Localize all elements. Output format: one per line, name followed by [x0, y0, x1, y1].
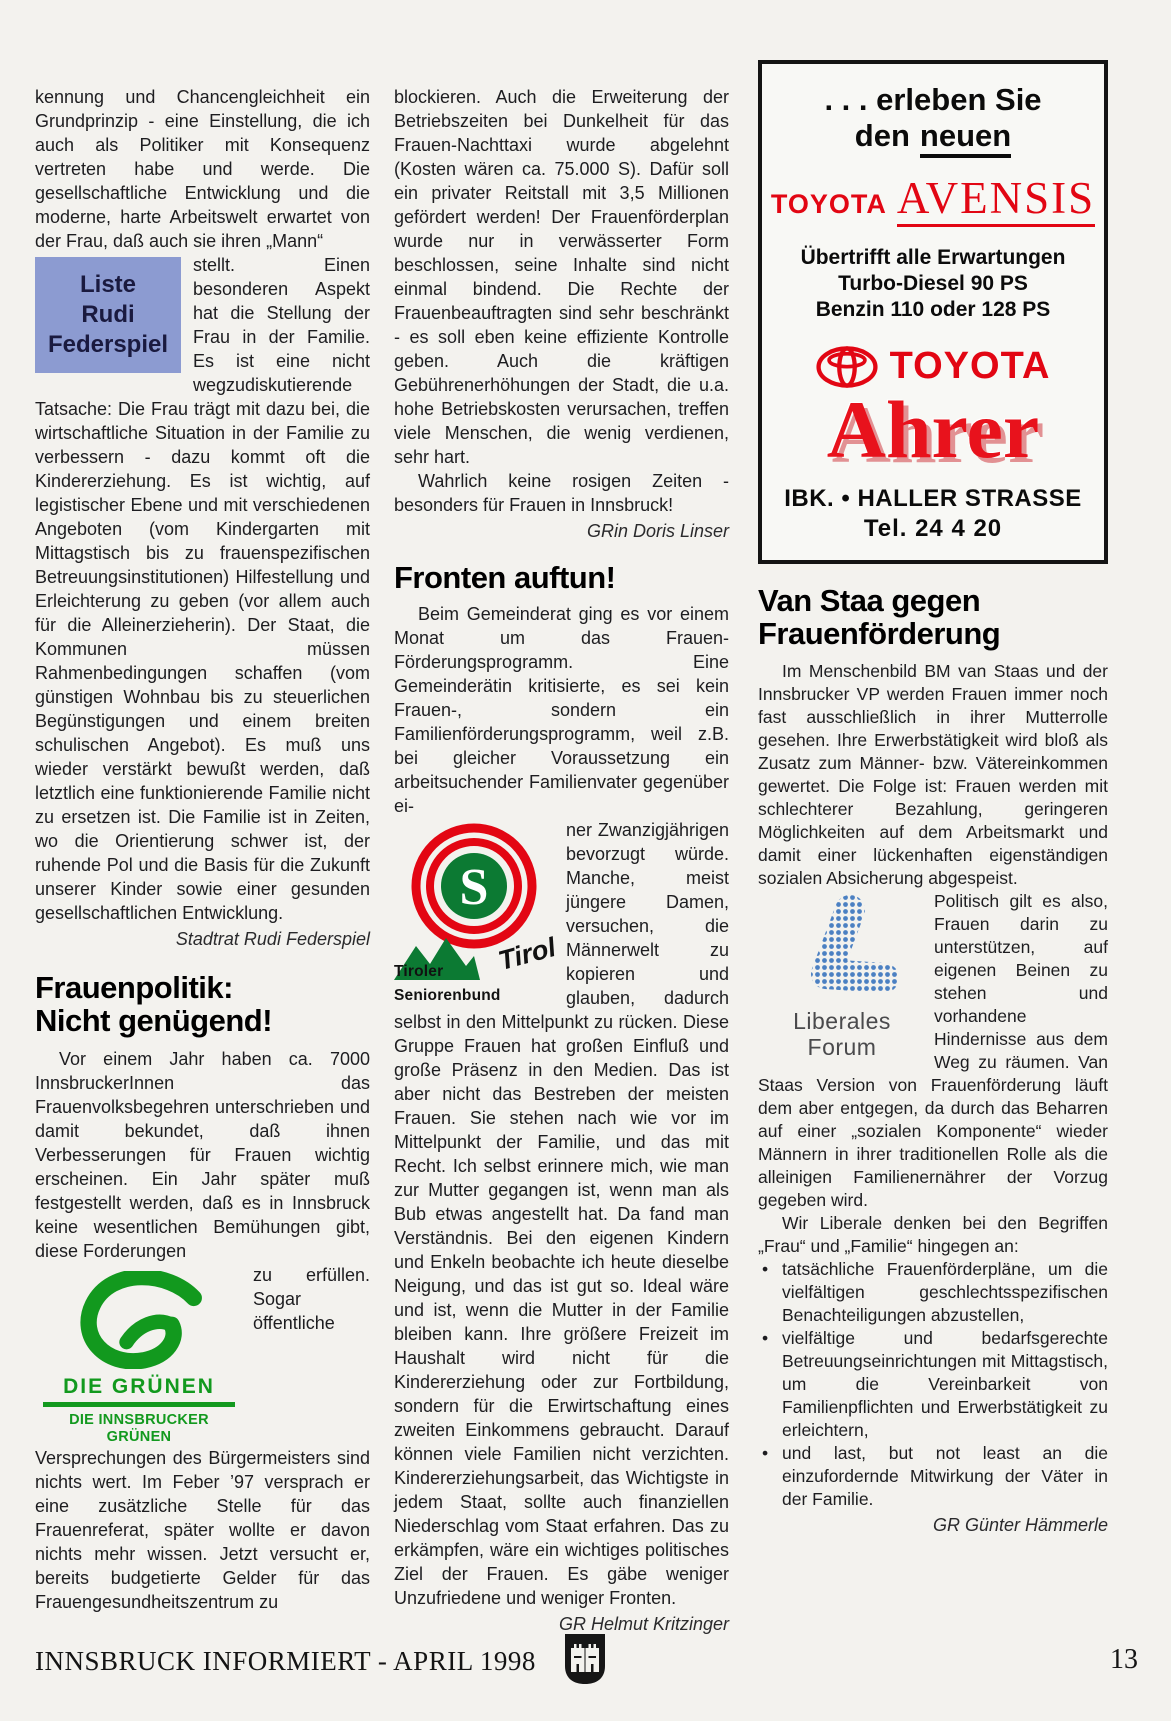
bullet-dot: •: [762, 1259, 769, 1279]
bullet-dot: •: [762, 1443, 769, 1463]
ad-claims: Übertrifft alle Erwartungen Turbo-Diesel 90 PS Benzin 110 oder 128 PS: [800, 246, 1066, 321]
ad-logo-row: [770, 345, 1096, 388]
bullet-dot: •: [762, 1328, 769, 1348]
col2-paragraph-4: ner Zwanzigjährigen bevorzugt würde. Manche, meist jüngere Damen, versuchen, die Männerwelt zu kopieren und glauben, dadurch selbst in den Mittelpunkt zu rücken. Diese Gruppe Frauen hat großen Einfluß und große Präsenz in den Medien. Das ist aber nicht das Bestreben der meisten Frauen. Sie stehen nach wie vor im Mittelpunkt der Familie, und das mit Recht. Ich selbst erinnere mich, wie man zur Mutter gegangen ist, wenn man als Bub etwas angestellt hat. Da fand man Verständnis. Bei den eigenen Kindern und Enkeln beobachte ich heute dieselbe Neigung, und das ist gut so. Ideal wäre und ist, wenn die Mutter in der Familie bleiben kann. Ihre größere Freizeit im Haushalt wird nicht für die Kindererziehung oder zur Fortbildung, sondern für die Erwirtschaftung eines zweiten Einkommens gebraucht. Darauf können viele Familien nicht verzichten. Kindererziehungsarbeit, das Wichtigste in jedem Staat, sollte auch finanziellen Niederschlag vom Staat erfahren. Das zu erkämpfen, wäre ein wichtiges politisches Ziel der Frauen. Es gäbe weniger Unzufriedene und weniger Fronten.: [394, 820, 729, 1608]
col2-paragraph-2: Wahrlich keine rosigen Zeiten - besonders für Frauen in Innsbruck!: [394, 471, 729, 515]
liberales-forum-caption: Liberales Forum: [793, 1008, 891, 1060]
svg-text:S: S: [459, 859, 489, 916]
column-3: [758, 60, 1108, 1541]
col2-paragraph-4-block: [394, 818, 729, 1610]
seniorenbund-rings-icon: [410, 822, 538, 950]
col2-paragraph-1: blockieren. Auch die Erweiterung der Betriebszeiten bei Dunkelheit für das Frauen-Nachttaxi wurde abgelehnt (Kosten wären ca. 75.000 S). Dafür soll ein privater Reitstall mit 3,5 Millionen gefördert werden! Der Frauenförderplan wurde nur in verwässerter Form beschlossen, seine Inhalte sind nicht einmal bindend. Die Rechte der Frauenbeauftragten sind sehr beschränkt - es soll eben keine effiziente Kontrolle geben. Auch die kräftigen Gebührenerhöhungen der Stadt, die u.a. hohe Betriebskosten verursachen, treffen viele Menschen, die wenig verdienen, sehr hart.: [394, 87, 729, 467]
toyota-advertisement: [758, 60, 1108, 564]
col1-paragraph-1: kennung und Chancengleichheit ein Grundprinzip - eine Einstellung, die ich auch als Politiker mit Konsequenz vertreten habe und werde. Die gesellschaftliche Entwicklung und die moderne, harte Arbeitswelt erwartet von der Frau, daß auch sie ihren „Mann“: [35, 87, 370, 251]
signature-kritzinger: GR Helmut Kritzinger: [558, 1614, 729, 1634]
bullet-item-1: • tatsächliche Frauenförderpläne, um die vielfältigen geschlechtsspezifischen Benachteiligungen abzustellen,: [762, 1259, 1108, 1325]
seniorenbund-caption: Tiroler Seniorenbund: [394, 963, 501, 1004]
liberales-forum-l-icon: [786, 894, 898, 1002]
seniorenbund-tirol-text: Tirol: [495, 932, 559, 976]
ad-brand-row: [770, 173, 1096, 227]
ad-headline-2: den neuen: [770, 118, 1096, 154]
toyota-logo-icon: [816, 346, 878, 388]
ad-telephone: Tel. 24 4 20: [863, 515, 1003, 542]
ad-underlined-word: neuen: [920, 118, 1011, 158]
col1-paragraph-3: Vor einem Jahr haben ca. 7000 InnsbruckerInnen das Frauenvolksbegehren unterschrieben und damit bekundet, daß ihnen Verbesserungen für Frauen wichtig erscheinen. Ein Jahr später muß festgestellt werden, daß es in Innsbruck keine wesentlichen Bemühungen gibt, diese Forderungen: [35, 1049, 370, 1261]
tiroler-seniorenbund-logo: [394, 822, 559, 1010]
federspiel-line3: Federspiel: [47, 331, 169, 358]
col3-paragraph-2: Politisch gilt es also, Frauen darin zu unterstützen, auf eigenen Beinen zu stehen und vorhandene Hindernisse aus dem Weg zu räumen. Van Staas Version von Frauenförderung läuft dem aber entgegen, da durch das Beharren auf einer „sozialen Komponente“ wieder Männern in ihrer traditionellen Rolle als die alleinigen Familienernährer der Vorzug gegeben wird.: [758, 891, 1108, 1210]
ad-avensis-wordmark: AVENSIS: [897, 176, 1095, 227]
federspiel-line1: Liste: [79, 271, 136, 298]
col3-paragraph-2-block: [758, 890, 1108, 1212]
liste-rudi-federspiel-logo: [35, 257, 181, 373]
heading-van-staa: Van Staa gegen Frauenförderung: [758, 583, 1001, 651]
heading-frauenpolitik: Frauenpolitik: Nicht genügend!: [35, 970, 273, 1038]
signature-federspiel: Stadtrat Rudi Federspiel: [175, 929, 370, 949]
column-2: [394, 85, 729, 1640]
ad-toyota-wordmark-2: TOYOTA: [889, 345, 1051, 387]
heading-fronten-auftun: Fronten auftun!: [394, 560, 616, 595]
col1-paragraph-2: stellt. Einen besonderen Aspekt hat die Stellung der Frau in der Familie. Es ist eine nicht wegzudiskutierende Tatsache: Die Frau trägt mit dazu bei, die wirtschaftliche Situation in der Familie zu verbessern - dazu kommt oft die Kindererziehung. Es ist wichtig, auf legistischer Ebene und mit verschiedenen Angeboten (vom Kindergarten mit Mittagstisch bis zu frauenspezifischen Betreuungsinstitutionen) Hilfestellung und Erleichterung zu geben (vor allem auch für die Alleinerzieherin). Der Staat, die Kommunen müssen Rahmenbedingungen schaffen (vom günstigen Wohnbau bis zu steuerlichen Begünstigungen und einem breiten schulischen Angebot). Es muß uns wieder verstärkt bewußt werden, daß letztlich eine funktionierende Familie nicht zu ersetzen ist. Die Familie ist in Zeiten, wo die Orientierung schwer ist, der ruhende Pol und die Basis für die Zukunft unserer Kinder sowie einer gesunden gesellschaftlichen Entwicklung.: [35, 255, 370, 923]
col2-paragraph-3: Beim Gemeinderat ging es vor einem Monat um das Frauen-Förderungsprogramm. Eine Gemeinderätin kritisierte, es sei kein Frauen-, sondern ein Familienförderungsprogramm, weil z.B. bei gleicher Voraussetzung ein arbeitsuchender Familienvater gegenüber ei-: [394, 604, 729, 816]
signature-haemmerle: GR Günter Hämmerle: [932, 1515, 1108, 1535]
column-1: [35, 85, 370, 1614]
col3-paragraph-1: Im Menschenbild BM van Staas und der Innsbrucker VP werden Frauen immer noch fast ausschließlich in ihrer Mutterrolle gesehen. Ihre Erwerbstätigkeit wird bloß als Zusatz zum Männer- bzw. Vätereinkommen gewertet. Die Folge ist: Frauen werden mit schlechterer Bezahlung, geringeren Möglichkeiten auf dem Arbeitsmarkt und damit einer lückenhaften eigenständigen sozialen Absicherung abgespeist.: [758, 661, 1108, 888]
gruene-title: DIE GRÜNEN: [63, 1375, 215, 1398]
ad-headline-1: . . . erleben Sie: [824, 82, 1042, 117]
gruene-subtitle: DIE INNSBRUCKER GRÜNEN: [69, 1412, 209, 1445]
ad-dealer-ahrer: Ahrer: [826, 384, 1040, 475]
ad-address: IBK. • HALLER STRASSE: [784, 485, 1082, 512]
gruene-g-swoosh-icon: [76, 1271, 202, 1369]
innsbruck-coat-of-arms-icon: [562, 1632, 608, 1691]
federspiel-line2: Rudi: [81, 301, 135, 328]
gruene-underline-bar: [43, 1402, 235, 1407]
signature-linser: GRin Doris Linser: [586, 521, 729, 541]
bullet-item-2: • vielfältige und bedarfsgerechte Betreuungseinrichtungen mit Mittagstisch, um die Vereinbarkeit von Familienpflichten und Erwerbstätigkeit zu erleichtern,: [762, 1328, 1108, 1440]
ad-toyota-wordmark: TOYOTA: [770, 189, 887, 219]
liberales-forum-logo: [758, 894, 926, 1060]
col1-paragraph-2-block: [35, 253, 370, 925]
bullet-item-3: • und last, but not least an die einzufordernde Mitwirkung der Väter in der Familie.: [762, 1443, 1108, 1509]
die-gruenen-logo: [35, 1271, 243, 1446]
footer-magazine-title: INNSBRUCK INFORMIERT - APRIL 1998: [35, 1646, 536, 1676]
page-number: 13: [1110, 1644, 1138, 1675]
col1-paragraph-4: zu erfüllen. Sogar öffentliche Versprechungen des Bürgermeisters sind nichts wert. Im Feber ’97 versprach er eine zusätzliche Stelle für das Frauenreferat, später wollte er davon nichts mehr wissen. Jetzt versucht er, bereits budgetierte Gelder für das Frauengesundheitszentrum zu: [35, 1265, 370, 1612]
col3-paragraph-3: Wir Liberale denken bei den Begriffen „Frau“ und „Familie“ hingegen an:: [758, 1213, 1108, 1256]
col1-paragraph-4-block: [35, 1263, 370, 1614]
